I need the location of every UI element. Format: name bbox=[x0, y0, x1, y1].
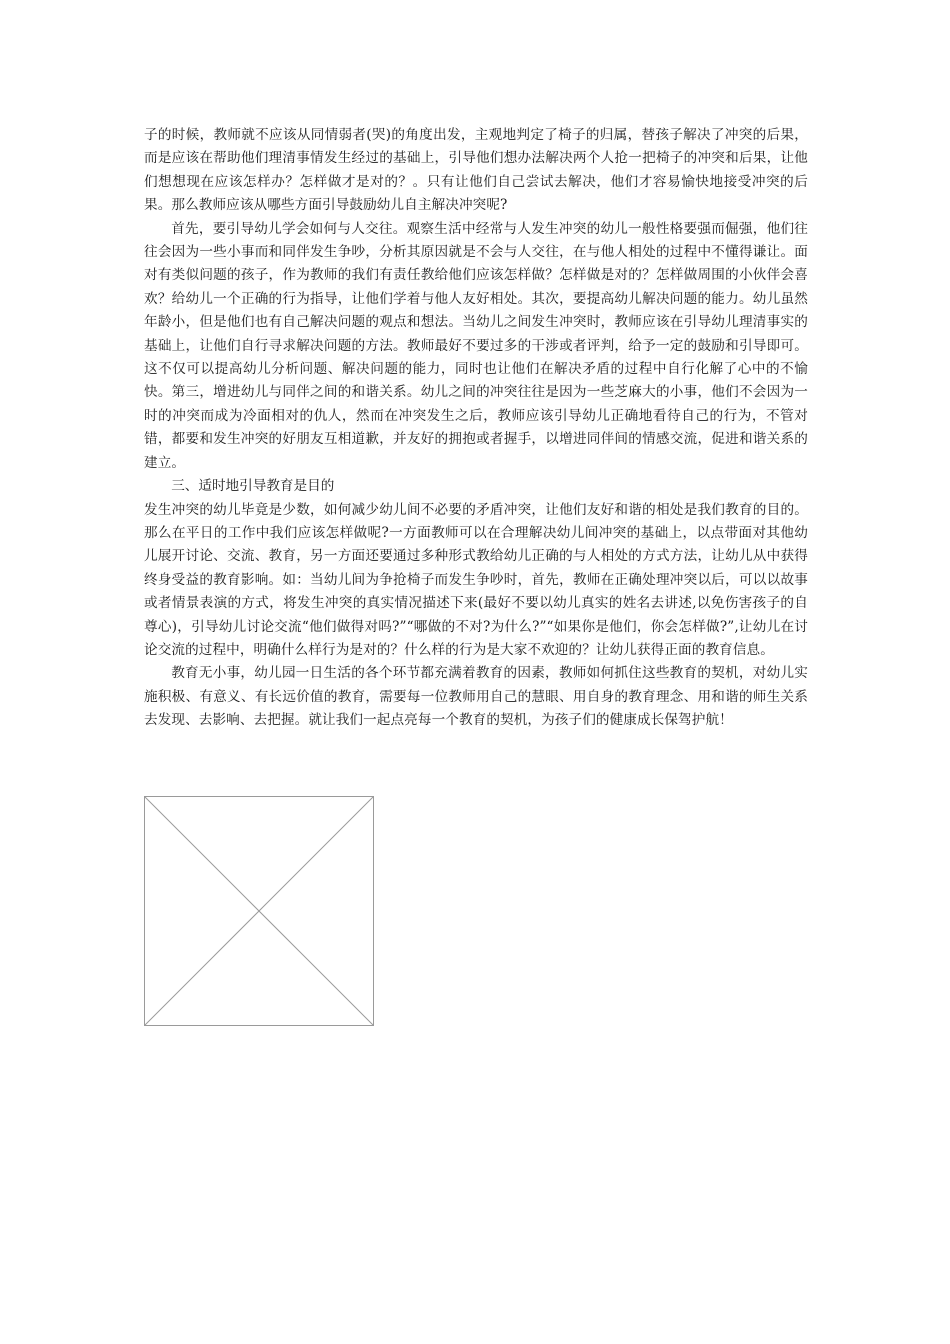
paragraph-timely-education: 发生冲突的幼儿毕竟是少数，如何减少幼儿间不必要的矛盾冲突，让他们友好和谐的相处是我们教育的目的。那么在平日的工作中我们应该怎样做呢?一方面教师可以在合理解决幼儿间冲突的基础上，以点带面对其他幼儿展开讨论、交流、教育，另一方面还要通过多种形式教给幼儿正确的与人相处的方式方法，让幼儿从中获得终身受益的教育影响。如：当幼儿间为争抢椅子而发生争吵时，首先，教师在正确处理冲突以后，可以以故事或者情景表演的方式，将发生冲突的真实情况描述下来(最好不要以幼儿真实的姓名去讲述,以免伤害孩子的自尊心)，引导幼儿讨论交流“他们做得对吗?”“哪做的不对?为什么?”“如果你是他们，你会怎样做?”,让幼儿在讨论交流的过程中，明确什么样行为是对的？什么样的行为是大家不欢迎的？让幼儿获得正面的教育信息。 bbox=[144, 501, 808, 658]
paragraph-continuation: 子的时候，教师就不应该从同情弱者(哭)的角度出发，主观地判定了椅子的归属，替孩子解决了冲突的后果，而是应该在帮助他们理清事情发生经过的基础上，引导他们想办法解决两个人抢一把椅子的冲突和后果，让他们想想现在应该怎样办？怎样做才是对的？。只有让他们自己尝试去解决，他们才容易愉快地接受冲突的后果。那么教师应该从哪些方面引导鼓励幼儿自主解决冲突呢? bbox=[144, 127, 808, 214]
document-body bbox=[144, 124, 808, 733]
paragraph-conclusion: 教育无小事，幼儿园一日生活的各个环节都充满着教育的因素，教师如何抓住这些教育的契机，对幼儿实施积极、有意义、有长远价值的教育，需要每一位教师用自己的慧眼、用自身的教育理念、用和谐的师生关系去发现、去影响、去把握。就让我们一起点亮每一个教育的契机，为孩子们的健康成长保驾护航！ bbox=[144, 665, 808, 729]
broken-image-icon bbox=[144, 796, 374, 1026]
paragraph-guidance-methods: 首先，要引导幼儿学会如何与人交往。观察生活中经常与人发生冲突的幼儿一般性格要强而倔强，他们往往会因为一些小事而和同伴发生争吵，分析其原因就是不会与人交往，在与他人相处的过程中不懂得谦让。面对有类似问题的孩子，作为教师的我们有责任教给他们应该怎样做？怎样做是对的？怎样做周围的小伙伴会喜欢？给幼儿一个正确的行为指导，让他们学着与他人友好相处。其次，要提高幼儿解决问题的能力。幼儿虽然年龄小，但是他们也有自己解决问题的观点和想法。当幼儿之间发生冲突时，教师应该在引导幼儿理清事实的基础上，让他们自行寻求解决问题的方法。教师最好不要过多的干涉或者评判，给予一定的鼓励和引导即可。这不仅可以提高幼儿分析问题、解决问题的能力，同时也让他们在解决矛盾的过程中自行化解了心中的不愉快。第三，增进幼儿与同伴之间的和谐关系。幼儿之间的冲突往往是因为一些芝麻大的小事，他们不会因为一时的冲突而成为冷面相对的仇人，然而在冲突发生之后，教师应该引导幼儿正确地看待自己的行为，不管对错，都要和发生冲突的好朋友互相道歉，并友好的拥抱或者握手，以增进同伴间的情感交流，促进和谐关系的建立。 bbox=[144, 220, 808, 471]
image-placeholder bbox=[144, 796, 374, 1026]
section-heading-three: 三、适时地引导教育是目的 bbox=[171, 478, 335, 495]
